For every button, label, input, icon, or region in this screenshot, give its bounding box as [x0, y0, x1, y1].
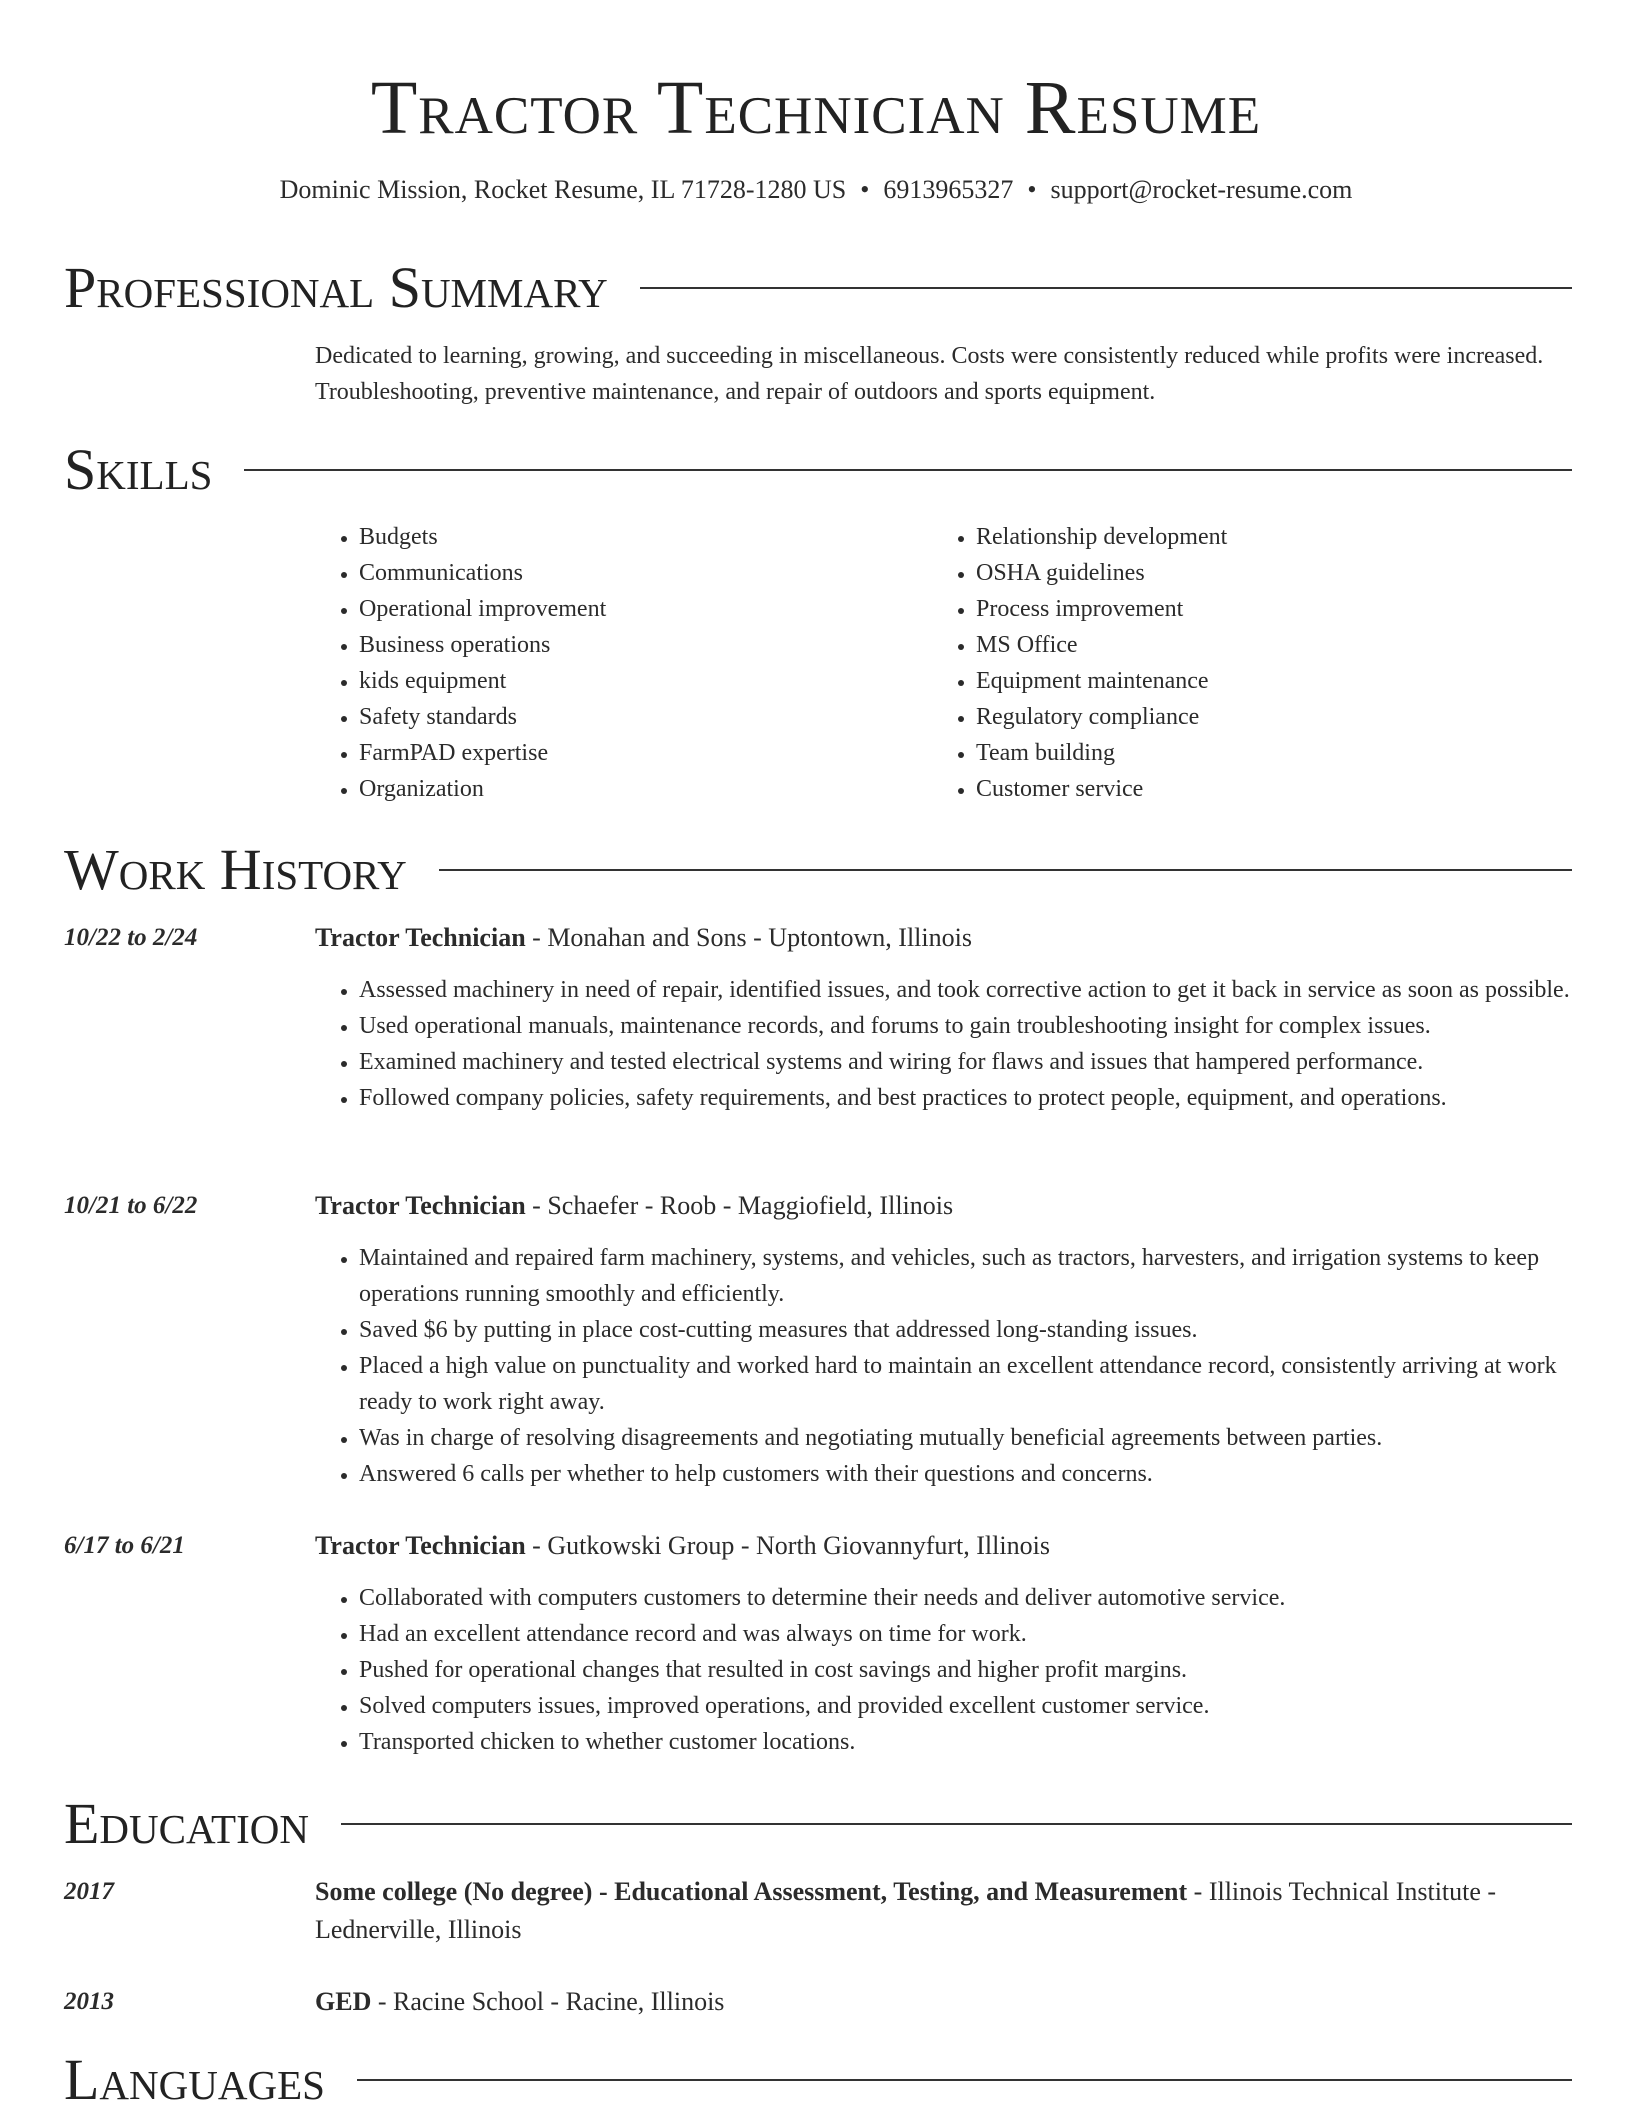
skill-item: • Team building — [976, 735, 1532, 771]
languages-section-header — [64, 2044, 1572, 2116]
job-bullets — [315, 1240, 1575, 1492]
education-year: 2017 — [64, 1878, 114, 1905]
skill-item: • MS Office — [976, 627, 1532, 663]
job-bullet: • Transported chicken to whether customer locations. — [359, 1724, 1575, 1760]
contact-address: Dominic Mission, Rocket Resume, IL 71728-1280 US — [279, 175, 847, 204]
resume-title: Tractor Technician Resume — [370, 66, 1262, 150]
skill-item: • Equipment maintenance — [976, 663, 1532, 699]
skill-item: • Regulatory compliance — [976, 699, 1532, 735]
contact-separator: • — [1027, 175, 1037, 204]
skill-item: • Business operations — [359, 627, 915, 663]
job-heading — [315, 1527, 1575, 1565]
job-dates: 10/21 to 6/22 — [64, 1192, 198, 1219]
summary-section-header — [64, 252, 1572, 324]
job-bullet: • Used operational manuals, maintenance records, and forums to gain troubleshooting insight for complex issues. — [359, 1008, 1575, 1044]
job-title: Tractor Technician — [315, 1531, 526, 1560]
job-details: - Schaefer - Roob - Maggiofield, Illinois — [525, 1191, 954, 1220]
job-bullet: • Had an excellent attendance record and was always on time for work. — [359, 1616, 1575, 1652]
job-details: - Gutkowski Group - North Giovannyfurt, Illinois — [525, 1531, 1050, 1560]
job-bullet: • Examined machinery and tested electrical systems and wiring for flaws and issues that hampered performance. — [359, 1044, 1575, 1080]
skill-item: • Organization — [359, 771, 915, 807]
job-bullets — [315, 972, 1575, 1116]
education-entry — [315, 1873, 1575, 1949]
skill-item: • Process improvement — [976, 591, 1532, 627]
education-entry — [315, 1983, 1575, 2021]
job-heading — [315, 1187, 1575, 1225]
section-divider — [439, 869, 1572, 871]
job-bullet: • Answered 6 calls per whether to help customers with their questions and concerns. — [359, 1456, 1575, 1492]
skill-item: • Operational improvement — [359, 591, 915, 627]
job-title: Tractor Technician — [315, 1191, 526, 1220]
education-year: 2013 — [64, 1988, 114, 2015]
job-bullet: • Solved computers issues, improved operations, and provided excellent customer service. — [359, 1688, 1575, 1724]
skills-heading: Skills — [64, 437, 213, 502]
job-details: - Monahan and Sons - Uptontown, Illinois — [525, 923, 972, 952]
languages-heading: Languages — [64, 2047, 325, 2112]
skill-item: • FarmPAD expertise — [359, 735, 915, 771]
skill-item: • kids equipment — [359, 663, 915, 699]
job-bullet: • Was in charge of resolving disagreements and negotiating mutually beneficial agreements between parties. — [359, 1420, 1575, 1456]
skill-item: • Relationship development — [976, 519, 1532, 555]
education-section-header — [64, 1788, 1572, 1860]
summary-text: Dedicated to learning, growing, and succeeding in miscellaneous. Costs were consistently reduced while profits were increased. Troubleshooting, preventive maintenance, and repair of outdoors and sports equipment. — [315, 343, 1544, 405]
contact-email: support@rocket-resume.com — [1050, 175, 1353, 204]
education-heading: Education — [64, 1791, 309, 1856]
job-dates: 6/17 to 6/21 — [64, 1532, 185, 1559]
skills-section-header — [64, 434, 1572, 506]
job-title: Tractor Technician — [315, 923, 526, 952]
education-details: - Racine School - Racine, Illinois — [371, 1987, 725, 2016]
section-divider — [244, 469, 1572, 471]
job-heading — [315, 919, 1575, 957]
contact-phone: 6913965327 — [883, 175, 1014, 204]
skill-item: • Budgets — [359, 519, 915, 555]
contact-separator: • — [860, 175, 870, 204]
job-bullet: • Assessed machinery in need of repair, identified issues, and took corrective action to get it back in service as soon as possible. — [359, 972, 1575, 1008]
skill-item: • OSHA guidelines — [976, 555, 1532, 591]
job-bullets — [315, 1580, 1575, 1760]
job-dates: 10/22 to 2/24 — [64, 924, 198, 951]
skills-list-left — [315, 519, 915, 807]
summary-heading: Professional Summary — [64, 255, 608, 320]
education-details: - Illinois Technical Institute - Lednerville, Illinois — [315, 1877, 1497, 1944]
skills-right-column — [932, 519, 1532, 807]
job-bullet: • Placed a high value on punctuality and worked hard to maintain an excellent attendance record, consistently arriving at work ready to work right away. — [359, 1348, 1575, 1420]
work-section-header — [64, 834, 1572, 906]
section-divider — [640, 287, 1572, 289]
section-divider — [341, 1823, 1572, 1825]
job-bullet: • Collaborated with computers customers to determine their needs and deliver automotive service. — [359, 1580, 1575, 1616]
skills-list-right — [932, 519, 1532, 807]
education-degree: Some college (No degree) - Educational Assessment, Testing, and Measurement — [315, 1877, 1188, 1906]
work-heading: Work History — [64, 837, 407, 902]
job-bullet: • Maintained and repaired farm machinery, systems, and vehicles, such as tractors, harvesters, and irrigation systems to keep operations running smoothly and efficiently. — [359, 1240, 1575, 1312]
skill-item: • Communications — [359, 555, 915, 591]
skill-item: • Safety standards — [359, 699, 915, 735]
job-bullet: • Followed company policies, safety requirements, and best practices to protect people, equipment, and operations. — [359, 1080, 1575, 1116]
skills-left-column — [315, 519, 915, 807]
contact-line — [0, 170, 1632, 210]
education-degree: GED — [315, 1987, 372, 2016]
job-bullet: • Saved $6 by putting in place cost-cutting measures that addressed long-standing issues. — [359, 1312, 1575, 1348]
section-divider — [357, 2079, 1572, 2081]
skill-item: • Customer service — [976, 771, 1532, 807]
job-bullet: • Pushed for operational changes that resulted in cost savings and higher profit margins. — [359, 1652, 1575, 1688]
